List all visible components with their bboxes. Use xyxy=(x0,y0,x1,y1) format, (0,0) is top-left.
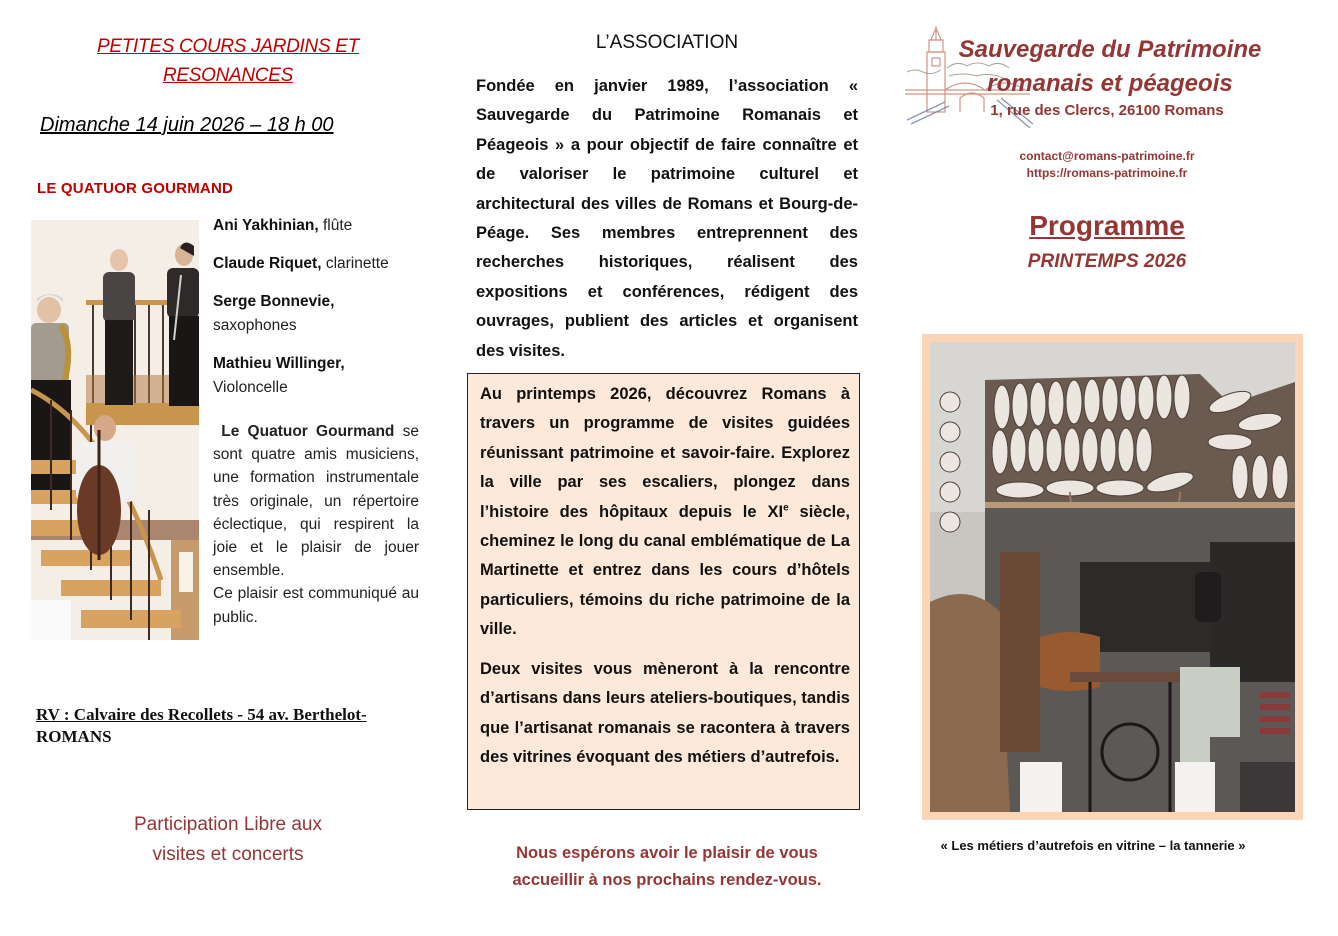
band-photo xyxy=(31,220,199,640)
musician-item xyxy=(213,290,419,338)
closing-message xyxy=(467,840,867,894)
event-date: Dimanche 14 juin 2026 – 18 h 00 xyxy=(40,114,334,136)
musician-name: Ani Yakhinian, xyxy=(213,217,319,234)
meeting-point xyxy=(36,704,428,748)
closing-line1: Nous espérons avoir le plaisir de vous xyxy=(516,844,818,862)
musician-item xyxy=(213,214,419,238)
musician-item xyxy=(213,252,419,276)
tannery-shop-window-photo-icon xyxy=(930,342,1295,812)
century-superscript: e xyxy=(783,502,789,514)
group-description-text: se sont quatre amis musiciens, une formation instrumentale très originale, un répertoire éclectique, qui respirent la joie et le plaisir de jouer ensemble. xyxy=(213,423,419,580)
programme-paragraph-1 xyxy=(480,380,850,645)
organization-address: 1, rue des Clercs, 26100 Romans xyxy=(990,102,1224,119)
event-title xyxy=(60,32,396,90)
programme-box xyxy=(467,373,860,810)
tannery-photo xyxy=(930,342,1295,812)
band-photo-icon xyxy=(31,220,199,640)
event-title-line2: RESONANCES xyxy=(162,65,294,86)
association-title: L’ASSOCIATION xyxy=(595,32,739,53)
group-description-text2: Ce plaisir est communiqué au public. xyxy=(213,585,419,626)
contact-email[interactable]: contact@romans-patrimoine.fr xyxy=(1019,149,1195,163)
musician-name: Serge Bonnevie, xyxy=(213,293,335,310)
organization-name xyxy=(935,33,1285,101)
participation-line1: Participation Libre aux xyxy=(134,814,322,835)
programme-season: PRINTEMPS 2026 xyxy=(1027,251,1187,272)
participation-note xyxy=(60,810,396,870)
musician-instrument: Violoncelle xyxy=(213,379,288,396)
musician-instrument: saxophones xyxy=(213,317,297,334)
contact-info xyxy=(935,148,1279,182)
event-title-line1: PETITES COURS JARDINS ET xyxy=(96,36,359,57)
programme-paragraph-1-part-a: Au printemps 2026, découvrez Romans à travers un programme de visites guidées réunissant patrimoine et savoir-faire. Explorez la ville par ses escaliers, plongez dans l’histoire des hôpitaux depuis le XI xyxy=(480,385,850,521)
group-description-name: Le Quatuor Gourmand xyxy=(221,423,395,440)
musician-list xyxy=(213,214,419,414)
musician-name: Claude Riquet, xyxy=(213,255,322,272)
contact-website[interactable]: https://romans-patrimoine.fr xyxy=(1026,166,1188,180)
group-name: LE QUATUOR GOURMAND xyxy=(37,180,234,197)
programme-paragraph-2: Deux visites vous mèneront à la rencontre d’artisans dans leurs ateliers-boutiques, tandis que l’artisanat romanais se racontera à travers des vitrines évoquant des métiers d’autrefois. xyxy=(480,660,850,767)
organization-name-line2: romanais et péageois xyxy=(987,70,1233,97)
association-description: Fondée en janvier 1989, l’association « Sauvegarde du Patrimoine Romanais et Péageois » a pour objectif de faire connaître et de valoriser le patrimoine culturel et architectural des villes de Romans et Bourg-de-Péage. Ses membres entreprennent des recherches historiques, réalisent des expositions et conférences, rédigent des ouvrages, publient des articles et organisent des visites. xyxy=(476,77,858,360)
meeting-point-line2: ROMANS xyxy=(36,727,112,746)
programme-title: Programme xyxy=(1029,210,1185,241)
musician-name: Mathieu Willinger, xyxy=(213,355,345,372)
programme-paragraph-1-part-b: siècle, cheminez le long du canal emblématique de La Martinette et entrez dans les cours d’hôtels particuliers, témoins du riche patrimoine de la ville. xyxy=(480,502,851,639)
group-description xyxy=(213,420,419,629)
organization-name-line1: Sauvegarde du Patrimoine xyxy=(958,36,1262,63)
closing-line2: accueillir à nos prochains rendez-vous. xyxy=(512,871,822,889)
meeting-point-line1: RV : Calvaire des Recollets - 54 av. Berthelot- xyxy=(36,705,367,724)
musician-item xyxy=(213,352,419,400)
musician-instrument: flûte xyxy=(322,217,353,234)
participation-line2: visites et concerts xyxy=(152,844,304,865)
musician-instrument: clarinette xyxy=(325,255,389,272)
photo-caption: « Les métiers d’autrefois en vitrine – la tannerie » xyxy=(940,838,1246,853)
